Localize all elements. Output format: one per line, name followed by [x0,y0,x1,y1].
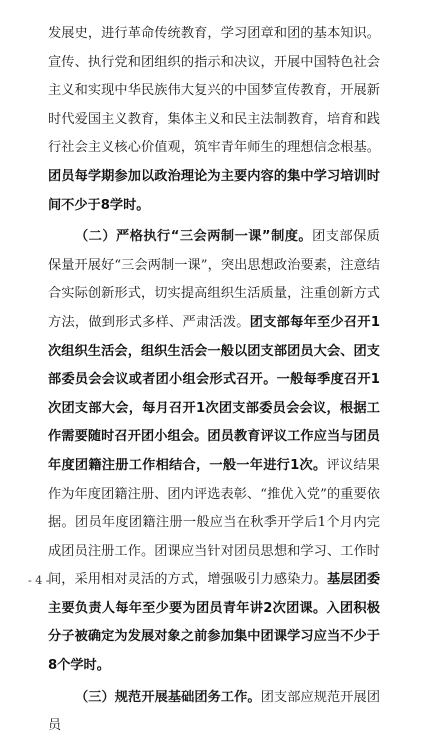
paragraph-political-study [48,20,380,220]
paragraph-text: 团支部保质保量开展好“三会两制一课”，突出思想政治要素，注意结合实际创新形式，切实提高组织生活质量，注重创新方式方法，做到形式多样、严肃活泼。 [48,229,380,330]
page-number: - 4 - [28,574,50,587]
paragraph-basic-affairs [48,684,380,741]
section-heading-three: （三）规范开展基础团务工作。 [75,689,261,705]
paragraph-text: 发展史，进行革命传统教育，学习团章和团的基本知识。宣传、执行党和团组织的指示和决议，开展中国特色社会主义和实现中华民族伟大复兴的中国梦宣传教育，开展新时代爱国主义教育，集体主义和民主法制教育，培育和践行社会主义核心价值观，筑牢青年师生的理想信念根基。 [48,26,380,156]
paragraph-text: 团支部应规范开展团员 [48,689,381,734]
section-heading-two: （二）严格执行“三会两制一课”制度。 [75,229,313,245]
paragraph-text: 评议结果作为年度团籍注册、团内评选表彰、“推优入党”的重要依据。团员年度团籍注册一般应当在秋季开学后1个月内完成团员注册工作。团课应当针对团员思想和学习、工作时间，采用相对灵活的方式，增强吸引力感染力。 [48,457,380,588]
emphasis-text-league-lessons: 基层团委主要负责人每年至少要为团员青年讲2次团课。入团积极分子被确定为发展对象之前参加集中团课学习应当不少于8个学时。 [48,572,381,674]
emphasis-text-study-hours: 团员每学期参加以政治理论为主要内容的集中学习培训时间不少于8学时。 [48,168,380,213]
paragraph-three-meetings [48,223,380,681]
emphasis-text-meeting-frequency: 团支部每年至少召开1次组织生活会，组织生活会一般以团支部团员大会、团支部委员会会议或者团小组会形式召开。一般每季度召开1次团支部大会，每月召开1次团支部委员会会议，根据工作需要随时召开团小组会。团员教育评议工作应当与团员年度团籍注册工作相结合，一般一年进行1次。 [48,314,380,473]
document-body [48,20,380,744]
